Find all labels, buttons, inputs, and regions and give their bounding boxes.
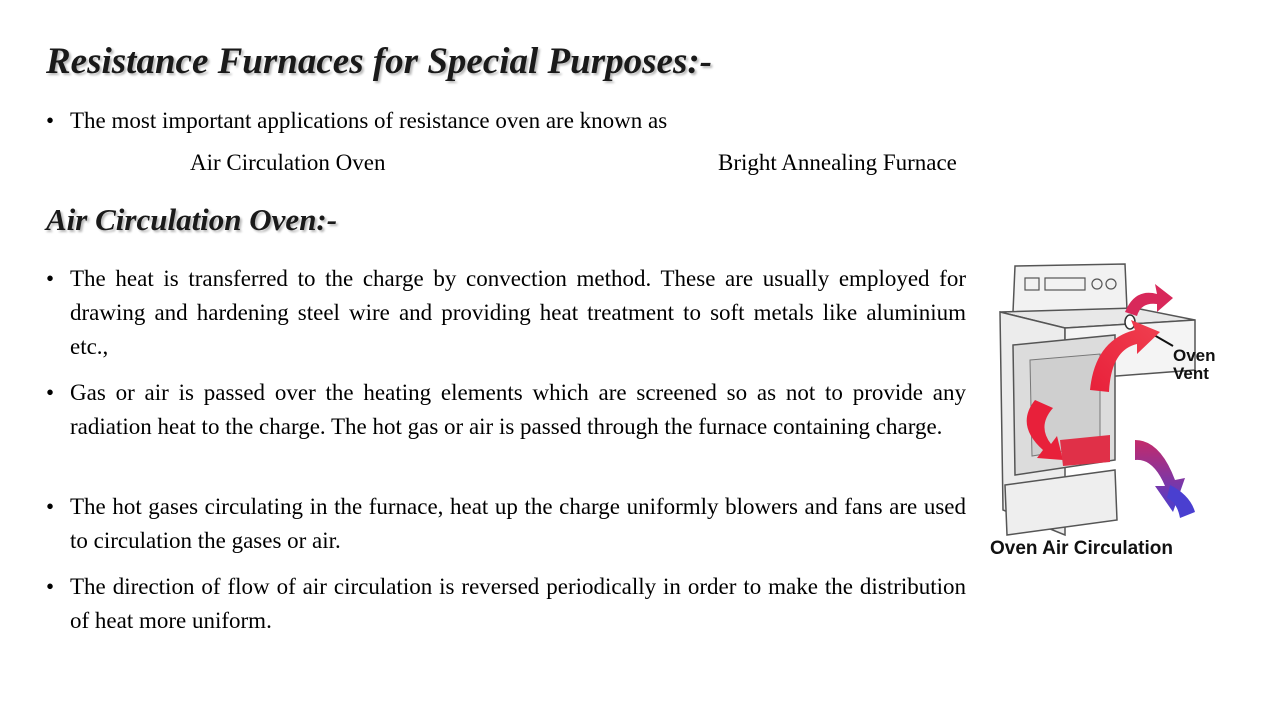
intro-bullet: • The most important applications of resistance oven are known as — [70, 104, 870, 138]
slide-title: Resistance Furnaces for Special Purposes:- — [46, 41, 712, 82]
bullet-hot-gases: • The hot gases circulating in the furnace, heat up the charge uniformly blowers and fans are used to circulation the gases or air. — [70, 490, 966, 558]
section-title: Air Circulation Oven:- — [46, 202, 338, 237]
oven-vent-label-line1: Oven — [1173, 346, 1216, 365]
oven-vent-label — [1173, 347, 1233, 383]
application-air-circulation-oven: Air Circulation Oven — [190, 150, 386, 175]
oven-diagram-icon — [985, 250, 1240, 540]
figure-caption: Oven Air Circulation — [990, 538, 1173, 559]
bullet-flow-direction: • The direction of flow of air circulation is reversed periodically in order to make the distribution of heat more uniform. — [70, 570, 966, 638]
oven-vent-label-line2: Vent — [1173, 364, 1209, 383]
bullet-gas-passed: • Gas or air is passed over the heating elements which are screened so as not to provide any radiation heat to the charge. The hot gas or air is passed through the furnace containing charge. — [70, 376, 966, 444]
application-bright-annealing-furnace: Bright Annealing Furnace — [718, 150, 957, 175]
bullet-convection: • The heat is transferred to the charge by convection method. These are usually employed for drawing and hardening steel wire and providing heat treatment to soft metals like aluminium etc., — [70, 262, 966, 364]
oven-air-circulation-figure — [985, 250, 1240, 570]
